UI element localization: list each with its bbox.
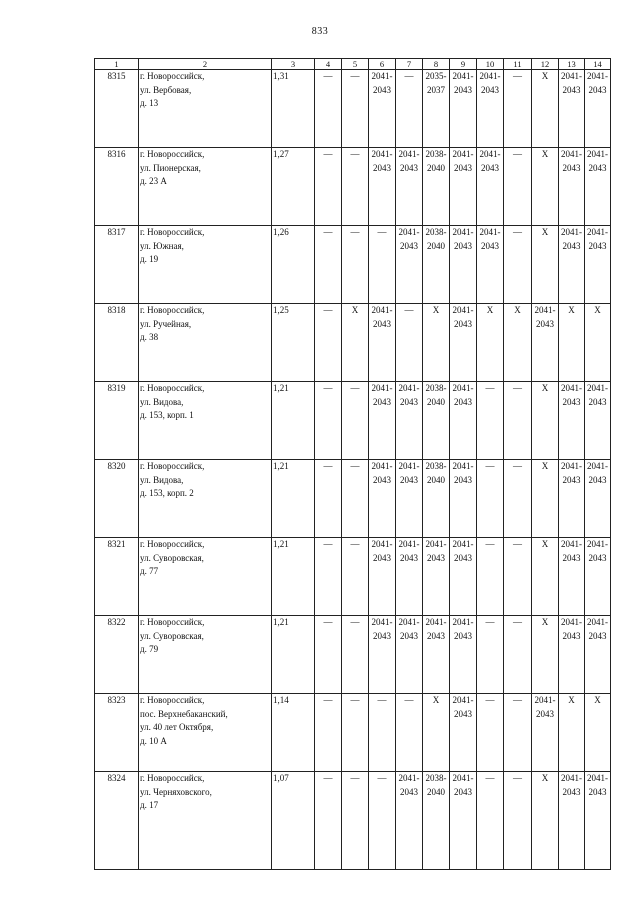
value-cell-col-9: 2041- 2043 <box>450 304 477 382</box>
value-cell-col-8: 2041- 2043 <box>423 538 450 616</box>
area-cell: 1,25 <box>272 304 315 382</box>
value-cell-col-7: 2041- 2043 <box>396 772 423 870</box>
value-cell-col-8: 2038- 2040 <box>423 460 450 538</box>
value-cell-col-12: X <box>532 538 559 616</box>
address-line: ул. Суворовская, <box>140 552 204 563</box>
value-cell-col-7: — <box>396 694 423 772</box>
value-cell-col-4: — <box>315 772 342 870</box>
value-cell-col-10: — <box>477 694 504 772</box>
row-number: 8316 <box>95 148 139 226</box>
address-cell <box>139 304 272 382</box>
row-number: 8322 <box>95 616 139 694</box>
address-line: г. Новороссийск, <box>140 71 205 81</box>
value-cell-col-6: — <box>369 226 396 304</box>
value-cell-col-14: 2041- 2043 <box>585 772 611 870</box>
value-cell-col-7: 2041- 2043 <box>396 226 423 304</box>
value-cell-col-6: 2041- 2043 <box>369 382 396 460</box>
value-cell-col-13: 2041- 2043 <box>559 616 585 694</box>
value-cell-col-6: 2041- 2043 <box>369 148 396 226</box>
value-cell-col-6: 2041- 2043 <box>369 616 396 694</box>
value-cell-col-12: X <box>532 148 559 226</box>
value-cell-col-12: 2041- 2043 <box>532 304 559 382</box>
value-cell-col-7: 2041- 2043 <box>396 460 423 538</box>
address-cell <box>139 460 272 538</box>
address-line: г. Новороссийск, <box>140 383 205 393</box>
value-cell-col-13: 2041- 2043 <box>559 70 585 148</box>
table-row <box>95 70 611 148</box>
address-line: д. 19 <box>140 254 159 264</box>
value-cell-col-7: — <box>396 70 423 148</box>
value-cell-col-13: 2041- 2043 <box>559 148 585 226</box>
value-cell-col-13: 2041- 2043 <box>559 226 585 304</box>
value-cell-col-11: X <box>504 304 532 382</box>
value-cell-col-14: 2041- 2043 <box>585 226 611 304</box>
value-cell-col-5: — <box>342 70 369 148</box>
value-cell-col-4: — <box>315 694 342 772</box>
value-cell-col-5: — <box>342 460 369 538</box>
address-line: ул. Ручейная, <box>140 318 192 329</box>
address-line: ул. Черняховского, <box>140 786 212 797</box>
value-cell-col-9: 2041- 2043 <box>450 538 477 616</box>
value-cell-col-12: X <box>532 382 559 460</box>
address-cell <box>139 226 272 304</box>
page-number: 833 <box>311 26 329 37</box>
value-cell-col-9: 2041- 2043 <box>450 772 477 870</box>
address-cell <box>139 70 272 148</box>
data-table <box>94 58 611 870</box>
value-cell-col-14: 2041- 2043 <box>585 382 611 460</box>
area-cell: 1,21 <box>272 460 315 538</box>
address-line: ул. Суворовская, <box>140 630 204 641</box>
value-cell-col-4: — <box>315 70 342 148</box>
area-cell: 1,07 <box>272 772 315 870</box>
value-cell-col-8: 2038- 2040 <box>423 226 450 304</box>
value-cell-col-12: X <box>532 460 559 538</box>
value-cell-col-8: X <box>423 694 450 772</box>
address-line: г. Новороссийск, <box>140 539 205 549</box>
value-cell-col-8: 2038- 2040 <box>423 772 450 870</box>
address-line: г. Новороссийск, <box>140 617 205 627</box>
value-cell-col-12: X <box>532 70 559 148</box>
value-cell-col-6: 2041- 2043 <box>369 304 396 382</box>
row-number: 8321 <box>95 538 139 616</box>
column-header: 10 <box>477 59 504 70</box>
area-cell: 1,14 <box>272 694 315 772</box>
value-cell-col-14: 2041- 2043 <box>585 148 611 226</box>
value-cell-col-11: — <box>504 694 532 772</box>
value-cell-col-10: — <box>477 460 504 538</box>
value-cell-col-10: — <box>477 382 504 460</box>
value-cell-col-11: — <box>504 382 532 460</box>
value-cell-col-11: — <box>504 460 532 538</box>
value-cell-col-10: — <box>477 616 504 694</box>
value-cell-col-7: 2041- 2043 <box>396 538 423 616</box>
address-line: г. Новороссийск, <box>140 149 205 159</box>
address-cell <box>139 382 272 460</box>
value-cell-col-10: 2041- 2043 <box>477 148 504 226</box>
value-cell-col-6: 2041- 2043 <box>369 538 396 616</box>
value-cell-col-5: — <box>342 538 369 616</box>
value-cell-col-10: X <box>477 304 504 382</box>
row-number: 8318 <box>95 304 139 382</box>
value-cell-col-4: — <box>315 460 342 538</box>
address-line: д. 77 <box>140 566 159 576</box>
value-cell-col-5: — <box>342 616 369 694</box>
value-cell-col-14: 2041- 2043 <box>585 70 611 148</box>
address-line: г. Новороссийск, <box>140 227 205 237</box>
value-cell-col-14: 2041- 2043 <box>585 616 611 694</box>
value-cell-col-12: X <box>532 226 559 304</box>
value-cell-col-14: 2041- 2043 <box>585 538 611 616</box>
value-cell-col-5: — <box>342 772 369 870</box>
value-cell-col-9: 2041- 2043 <box>450 148 477 226</box>
column-header: 9 <box>450 59 477 70</box>
value-cell-col-5: — <box>342 694 369 772</box>
address-line: д. 23 А <box>140 176 167 186</box>
table-row <box>95 148 611 226</box>
value-cell-col-9: 2041- 2043 <box>450 616 477 694</box>
address-line: д. 13 <box>140 98 159 108</box>
value-cell-col-9: 2041- 2043 <box>450 694 477 772</box>
address-line: д. 17 <box>140 800 159 810</box>
address-line: ул. Пионерская, <box>140 162 201 173</box>
value-cell-col-4: — <box>315 616 342 694</box>
value-cell-col-7: 2041- 2043 <box>396 148 423 226</box>
address-line: г. Новороссийск, <box>140 461 205 471</box>
address-line: ул. Южная, <box>140 240 184 251</box>
value-cell-col-6: 2041- 2043 <box>369 460 396 538</box>
value-cell-col-8: 2038- 2040 <box>423 148 450 226</box>
value-cell-col-14: X <box>585 694 611 772</box>
address-line: пос. Верхнебаканский, <box>140 708 228 719</box>
value-cell-col-7: 2041- 2043 <box>396 382 423 460</box>
value-cell-col-6: 2041- 2043 <box>369 70 396 148</box>
column-header: 5 <box>342 59 369 70</box>
value-cell-col-6: — <box>369 772 396 870</box>
address-line: ул. Видова, <box>140 396 184 407</box>
value-cell-col-4: — <box>315 538 342 616</box>
row-number: 8323 <box>95 694 139 772</box>
value-cell-col-12: 2041- 2043 <box>532 694 559 772</box>
row-number: 8315 <box>95 70 139 148</box>
value-cell-col-8: X <box>423 304 450 382</box>
area-cell: 1,31 <box>272 70 315 148</box>
value-cell-col-4: — <box>315 304 342 382</box>
value-cell-col-11: — <box>504 616 532 694</box>
address-line: ул. Вербовая, <box>140 84 192 95</box>
column-header: 7 <box>396 59 423 70</box>
address-line: ул. Видова, <box>140 474 184 485</box>
address-cell <box>139 148 272 226</box>
value-cell-col-13: X <box>559 694 585 772</box>
value-cell-col-11: — <box>504 70 532 148</box>
value-cell-col-9: 2041- 2043 <box>450 226 477 304</box>
table-row <box>95 694 611 772</box>
value-cell-col-4: — <box>315 148 342 226</box>
address-cell <box>139 694 272 772</box>
address-line: г. Новороссийск, <box>140 695 205 705</box>
value-cell-col-12: X <box>532 772 559 870</box>
table-row <box>95 460 611 538</box>
address-line: г. Новороссийск, <box>140 305 205 315</box>
area-cell: 1,21 <box>272 382 315 460</box>
value-cell-col-14: X <box>585 304 611 382</box>
value-cell-col-13: 2041- 2043 <box>559 460 585 538</box>
value-cell-col-5: — <box>342 226 369 304</box>
value-cell-col-5: — <box>342 382 369 460</box>
table-row <box>95 226 611 304</box>
value-cell-col-13: 2041- 2043 <box>559 538 585 616</box>
address-line: д. 153, корп. 2 <box>140 488 194 498</box>
area-cell: 1,26 <box>272 226 315 304</box>
value-cell-col-11: — <box>504 148 532 226</box>
value-cell-col-10: — <box>477 772 504 870</box>
value-cell-col-8: 2038- 2040 <box>423 382 450 460</box>
value-cell-col-9: 2041- 2043 <box>450 460 477 538</box>
header-row <box>95 59 611 70</box>
address-line: ул. 40 лет Октября, <box>140 722 214 732</box>
row-number: 8317 <box>95 226 139 304</box>
value-cell-col-13: X <box>559 304 585 382</box>
area-cell: 1,21 <box>272 538 315 616</box>
area-cell: 1,27 <box>272 148 315 226</box>
column-header: 8 <box>423 59 450 70</box>
column-header: 11 <box>504 59 532 70</box>
value-cell-col-8: 2035- 2037 <box>423 70 450 148</box>
value-cell-col-5: — <box>342 148 369 226</box>
value-cell-col-7: 2041- 2043 <box>396 616 423 694</box>
value-cell-col-6: — <box>369 694 396 772</box>
column-header: 1 <box>95 59 139 70</box>
column-header: 3 <box>272 59 315 70</box>
value-cell-col-10: 2041- 2043 <box>477 70 504 148</box>
area-cell: 1,21 <box>272 616 315 694</box>
value-cell-col-4: — <box>315 382 342 460</box>
value-cell-col-9: 2041- 2043 <box>450 70 477 148</box>
row-number: 8324 <box>95 772 139 870</box>
value-cell-col-10: — <box>477 538 504 616</box>
value-cell-col-14: 2041- 2043 <box>585 460 611 538</box>
value-cell-col-4: — <box>315 226 342 304</box>
value-cell-col-12: X <box>532 616 559 694</box>
value-cell-col-13: 2041- 2043 <box>559 382 585 460</box>
row-number: 8319 <box>95 382 139 460</box>
value-cell-col-7: — <box>396 304 423 382</box>
address-line: д. 153, корп. 1 <box>140 410 194 420</box>
value-cell-col-9: 2041- 2043 <box>450 382 477 460</box>
address-line: д. 10 А <box>140 735 167 746</box>
column-header: 13 <box>559 59 585 70</box>
table-row <box>95 616 611 694</box>
address-line: д. 38 <box>140 332 159 342</box>
address-line: д. 79 <box>140 644 159 654</box>
address-line: г. Новороссийск, <box>140 773 205 783</box>
table-row <box>95 772 611 870</box>
value-cell-col-11: — <box>504 772 532 870</box>
row-number: 8320 <box>95 460 139 538</box>
table-row <box>95 538 611 616</box>
address-cell <box>139 538 272 616</box>
table-row <box>95 382 611 460</box>
value-cell-col-11: — <box>504 226 532 304</box>
address-cell <box>139 616 272 694</box>
value-cell-col-8: 2041- 2043 <box>423 616 450 694</box>
table-row <box>95 304 611 382</box>
column-header: 4 <box>315 59 342 70</box>
value-cell-col-10: 2041- 2043 <box>477 226 504 304</box>
column-header: 14 <box>585 59 611 70</box>
column-header: 12 <box>532 59 559 70</box>
column-header: 2 <box>139 59 272 70</box>
value-cell-col-13: 2041- 2043 <box>559 772 585 870</box>
value-cell-col-11: — <box>504 538 532 616</box>
address-cell <box>139 772 272 870</box>
value-cell-col-5: X <box>342 304 369 382</box>
column-header: 6 <box>369 59 396 70</box>
